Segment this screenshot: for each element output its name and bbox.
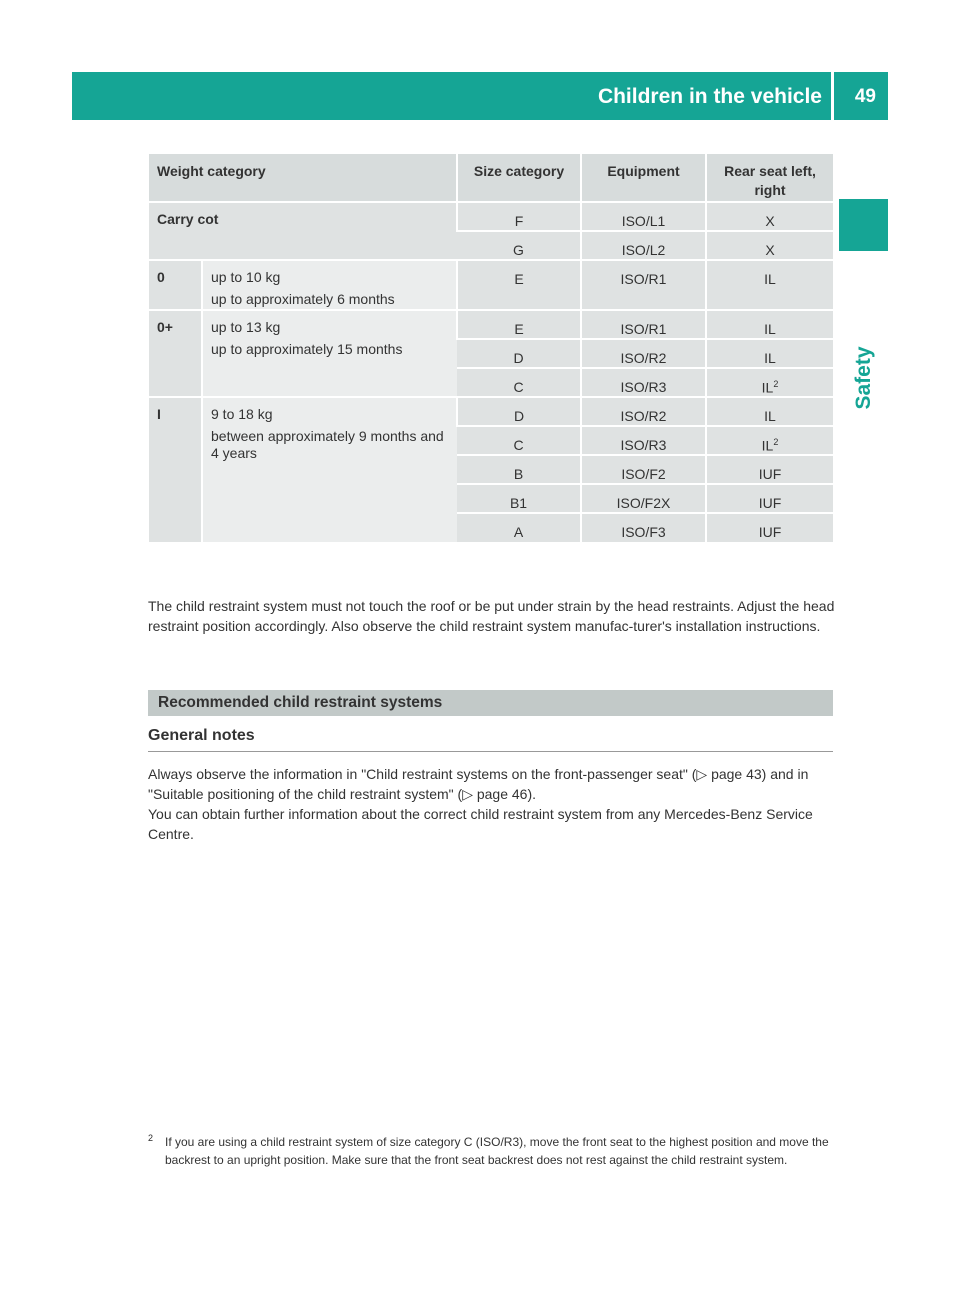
table-row xyxy=(149,310,833,339)
equipment-cell: ISO/L2 xyxy=(581,231,706,260)
weight-range: up to 10 kg xyxy=(211,269,281,285)
equipment-cell: ISO/F2X xyxy=(581,484,706,513)
category-i: I xyxy=(149,397,202,542)
header-rear-seat: Rear seat left, right xyxy=(706,154,833,202)
table-row xyxy=(149,202,833,231)
category-description xyxy=(202,397,457,542)
category-0: 0 xyxy=(149,260,202,310)
header-weight-category: Weight category xyxy=(149,154,457,202)
section-heading-bar xyxy=(148,690,833,716)
general-notes-paragraph: Always observe the information in "Child restraint systems on the front-passenger seat" (▷ page 43) and in "Suitable positioning of the child restraint system" (▷ page 46). xyxy=(148,766,809,802)
section-tab-label xyxy=(852,338,876,418)
seat-cell: IUF xyxy=(706,455,833,484)
header-equipment: Equipment xyxy=(581,154,706,202)
equipment-cell: ISO/F3 xyxy=(581,513,706,542)
footnote-ref: 2 xyxy=(773,437,779,447)
size-cell: A xyxy=(457,513,581,542)
size-cell: F xyxy=(457,202,581,231)
equipment-cell: ISO/R1 xyxy=(581,260,706,310)
section-heading: Recommended child restraint systems xyxy=(158,694,443,711)
section-tab-text: Safety xyxy=(852,346,875,410)
table-row xyxy=(149,260,833,310)
page-number: 49 xyxy=(854,86,876,107)
size-cell: D xyxy=(457,397,581,426)
section-tab-marker xyxy=(839,199,888,251)
equipment-cell: ISO/R2 xyxy=(581,397,706,426)
seat-cell: IL xyxy=(706,339,833,368)
chapter-title: Children in the vehicle xyxy=(597,85,822,108)
size-cell: E xyxy=(457,260,581,310)
category-description xyxy=(202,310,457,397)
table-header-row xyxy=(149,154,833,202)
seat-cell: X xyxy=(706,202,833,231)
child-seat-table xyxy=(149,154,833,542)
service-centre-paragraph: You can obtain further information about the correct child restraint system from any Mercedes-Benz Service Centre. xyxy=(148,806,813,842)
subheading: General notes xyxy=(148,727,255,744)
header-divider xyxy=(831,72,834,120)
size-cell: G xyxy=(457,231,581,260)
weight-range: up to 13 kg xyxy=(211,319,281,335)
seat-cell: IL xyxy=(706,260,833,310)
equipment-cell: ISO/R3 xyxy=(581,426,706,455)
seat-value: IL xyxy=(761,379,774,396)
seat-cell: X xyxy=(706,231,833,260)
seat-value: IL xyxy=(761,437,774,454)
footnote-text: If you are using a child restraint system of size category C (ISO/R3), move the front seat to the highest position and move the backrest to an upright position. Make sure that the front seat backrest does not rest against the child restraint system. xyxy=(165,1135,829,1167)
seat-cell xyxy=(706,426,833,455)
size-cell: C xyxy=(457,426,581,455)
weight-range: 9 to 18 kg xyxy=(211,406,273,422)
equipment-cell: ISO/R2 xyxy=(581,339,706,368)
category-0-plus: 0+ xyxy=(149,310,202,397)
head-restraint-note: The child restraint system must not touch the roof or be put under strain by the head restraints. Adjust the head restraint position accordingly. Also observe the child restraint system manufac-turer's installation instructions. xyxy=(148,598,835,634)
category-carry-cot: Carry cot xyxy=(149,202,457,260)
size-cell: B xyxy=(457,455,581,484)
seat-cell: IL xyxy=(706,397,833,426)
header-bar xyxy=(72,72,888,120)
size-cell: E xyxy=(457,310,581,339)
age-range: up to approximately 15 months xyxy=(211,341,403,357)
table-row xyxy=(149,397,833,426)
seat-cell: IUF xyxy=(706,484,833,513)
size-cell: C xyxy=(457,368,581,397)
equipment-cell: ISO/R1 xyxy=(581,310,706,339)
age-range: up to approximately 6 months xyxy=(211,291,395,307)
category-description xyxy=(202,260,457,310)
equipment-cell: ISO/F2 xyxy=(581,455,706,484)
size-cell: D xyxy=(457,339,581,368)
header-size-category: Size category xyxy=(457,154,581,202)
equipment-cell: ISO/R3 xyxy=(581,368,706,397)
footnote xyxy=(148,1133,834,1169)
age-range: between approximately 9 months and 4 years xyxy=(211,428,444,461)
footnote-ref: 2 xyxy=(773,379,779,389)
seat-cell: IUF xyxy=(706,513,833,542)
seat-cell xyxy=(706,368,833,397)
footnote-mark: 2 xyxy=(148,1133,154,1143)
seat-cell: IL xyxy=(706,310,833,339)
equipment-cell: ISO/L1 xyxy=(581,202,706,231)
size-cell: B1 xyxy=(457,484,581,513)
subheading-rule xyxy=(148,751,833,752)
